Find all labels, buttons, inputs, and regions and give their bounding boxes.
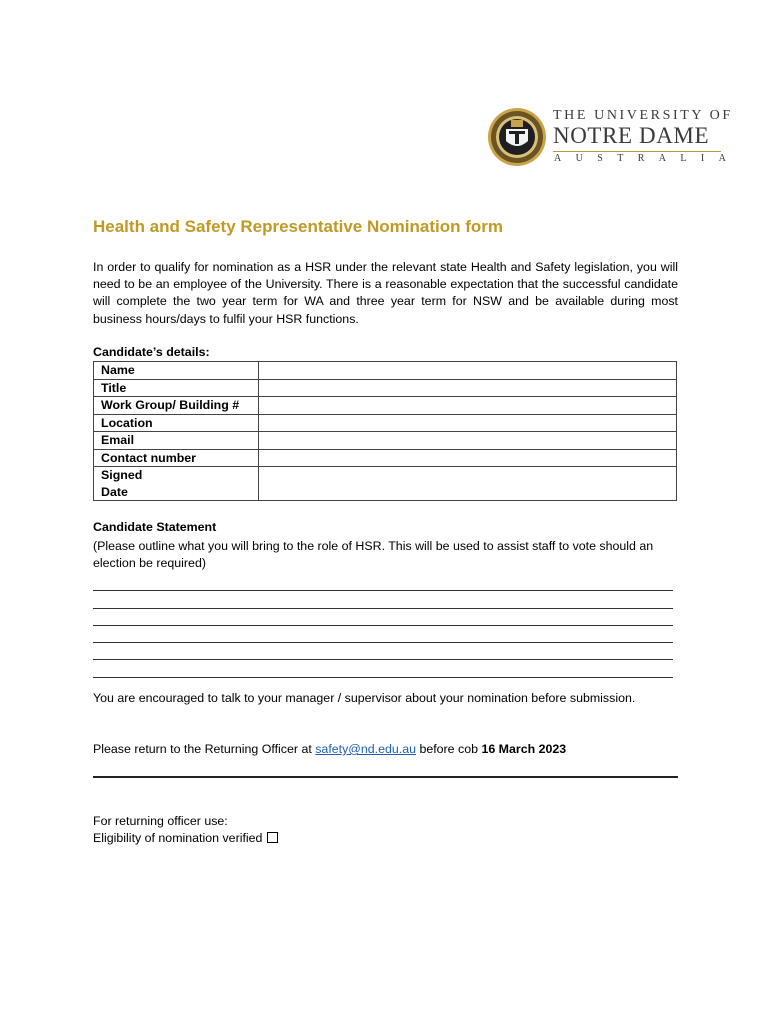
statement-line[interactable] bbox=[93, 660, 673, 677]
eligibility-label: Eligibility of nomination verified bbox=[93, 831, 263, 845]
return-prefix: Please return to the Returning Officer at bbox=[93, 742, 316, 756]
location-field[interactable] bbox=[259, 414, 677, 432]
section-divider bbox=[93, 776, 678, 778]
email-field[interactable] bbox=[259, 432, 677, 450]
return-instructions bbox=[93, 741, 678, 758]
table-row bbox=[94, 414, 677, 432]
statement-lines[interactable] bbox=[93, 574, 673, 678]
statement-line[interactable] bbox=[93, 574, 673, 591]
statement-line[interactable] bbox=[93, 591, 673, 608]
intro-paragraph: In order to qualify for nomination as a HSR under the relevant state Health and Safety legislation, you will need to be an employee of the University. There is a reasonable expectation that the successful candidate will complete the two year term for WA and three year term for NSW and be available during most business hours/days to fulfil your HSR functions. bbox=[93, 260, 678, 326]
candidate-details-table bbox=[93, 361, 677, 501]
statement-line[interactable] bbox=[93, 626, 673, 643]
field-label: Email bbox=[94, 432, 259, 450]
table-row bbox=[94, 362, 677, 380]
field-label: Work Group/ Building # bbox=[94, 397, 259, 415]
statement-line[interactable] bbox=[93, 609, 673, 626]
table-row bbox=[94, 379, 677, 397]
return-deadline: 16 March 2023 bbox=[481, 742, 567, 756]
return-middle: before cob bbox=[416, 742, 482, 756]
safety-email-link[interactable]: safety@nd.edu.au bbox=[315, 742, 416, 756]
field-label: Contact number bbox=[94, 449, 259, 467]
logo-line-3: AUSTRALIA bbox=[554, 153, 741, 164]
university-crest-icon bbox=[487, 107, 547, 167]
table-row bbox=[94, 449, 677, 467]
candidate-statement-heading: Candidate Statement bbox=[93, 520, 217, 534]
field-label: Location bbox=[94, 414, 259, 432]
title-field[interactable] bbox=[259, 379, 677, 397]
signature-date-field[interactable] bbox=[259, 467, 677, 501]
table-row bbox=[94, 397, 677, 415]
logo-line-2: NOTRE DAME bbox=[553, 123, 710, 148]
table-row bbox=[94, 432, 677, 450]
candidate-statement-note: (Please outline what you will bring to the role of HSR. This will be used to assist staff to vote should an election be required) bbox=[93, 539, 654, 570]
statement-line[interactable] bbox=[93, 643, 673, 660]
name-field[interactable] bbox=[259, 362, 677, 380]
field-label: Title bbox=[94, 379, 259, 397]
field-label: Date bbox=[101, 484, 128, 499]
form-title: Health and Safety Representative Nomination form bbox=[93, 217, 503, 236]
table-row bbox=[94, 467, 677, 501]
logo-line-1: THE UNIVERSITY OF bbox=[553, 108, 733, 123]
field-label: Name bbox=[94, 362, 259, 380]
signed-date-label bbox=[94, 467, 259, 501]
officer-use-heading: For returning officer use: bbox=[93, 814, 228, 828]
contact-number-field[interactable] bbox=[259, 449, 677, 467]
field-label: Signed bbox=[101, 468, 143, 482]
encourage-paragraph: You are encouraged to talk to your manager / supervisor about your nomination before submission. bbox=[93, 691, 636, 705]
eligibility-checkbox[interactable] bbox=[267, 832, 278, 843]
logo-divider bbox=[553, 151, 721, 152]
eligibility-line bbox=[93, 831, 278, 845]
university-logo bbox=[487, 105, 741, 167]
candidate-details-heading: Candidate’s details: bbox=[93, 345, 210, 359]
work-group-field[interactable] bbox=[259, 397, 677, 415]
